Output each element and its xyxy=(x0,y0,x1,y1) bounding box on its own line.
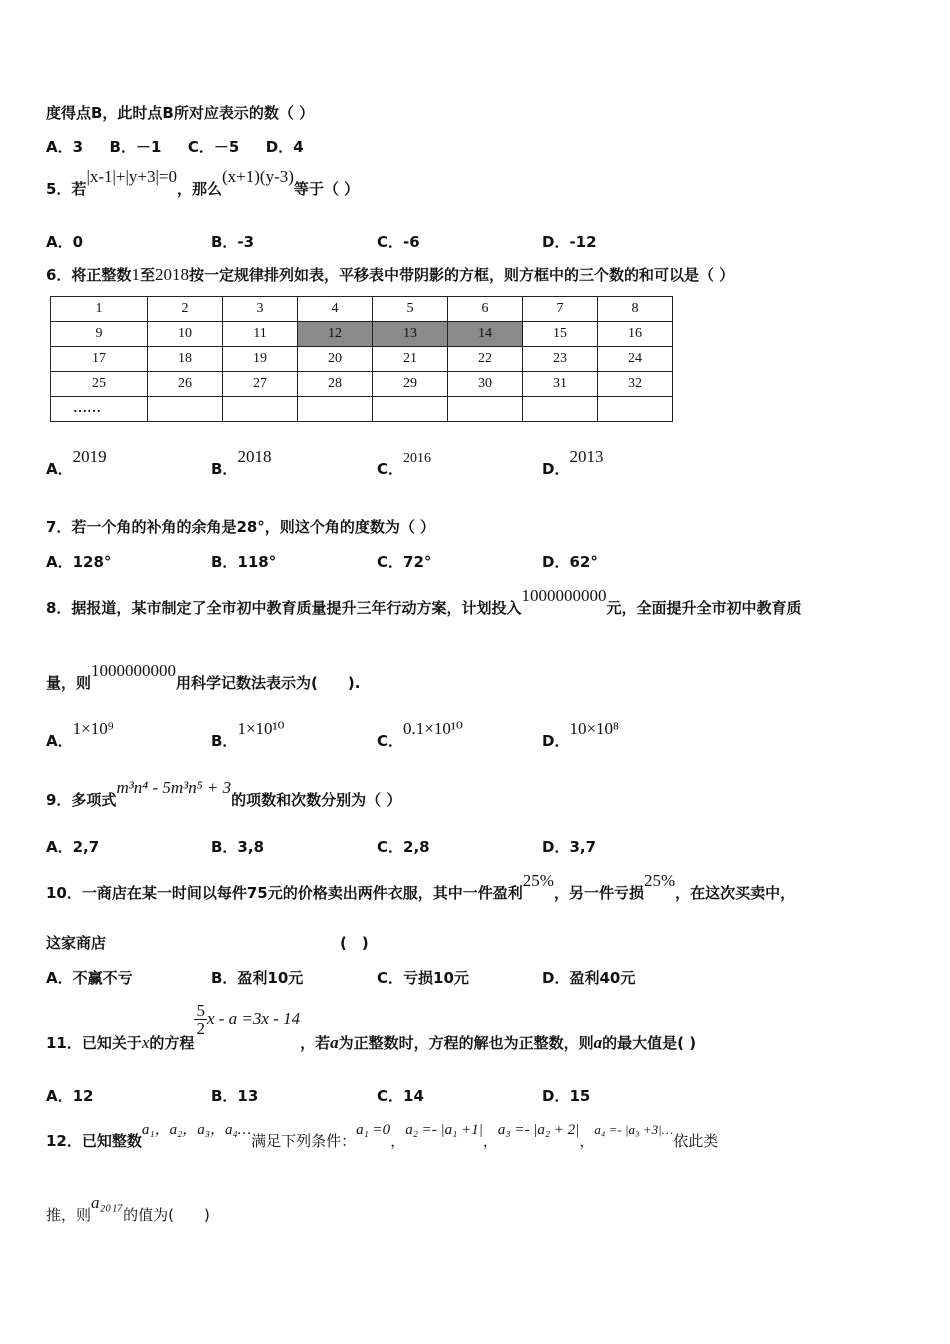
table-cell: 18 xyxy=(148,347,223,372)
q6-text-a: 6．将正整数 xyxy=(46,266,132,284)
q6-option-d: D．2013 xyxy=(542,447,604,478)
q8-value-d: 10×10⁸ xyxy=(569,719,619,738)
table-cell: 12 xyxy=(298,322,373,347)
q11-text-d: 为正整数时，方程的解也为正整数，则 xyxy=(338,1034,594,1052)
q8-option-d: D．10×10⁸ xyxy=(542,719,619,750)
q10-paren: ( ) xyxy=(340,934,369,952)
q6-text-b: 至 xyxy=(139,266,155,284)
number-table xyxy=(50,296,673,422)
table-cell: 1 xyxy=(51,297,148,322)
table-cell: 15 xyxy=(523,322,598,347)
q8-text-c: 量，则 xyxy=(46,674,92,692)
table-cell: 3 xyxy=(223,297,298,322)
table-cell: 31 xyxy=(523,372,598,397)
q5-end: 等于（ ） xyxy=(293,180,360,198)
table-cell: 19 xyxy=(223,347,298,372)
q11-question xyxy=(46,1001,697,1052)
table-row xyxy=(51,372,673,397)
q11-var-a: a xyxy=(330,1033,339,1052)
q4-options xyxy=(46,136,304,157)
table-cell: 5 xyxy=(373,297,448,322)
q4-option-d: D．4 xyxy=(265,138,304,156)
q4-option-c: C．－5 xyxy=(187,138,240,156)
q11-var-a-2: a xyxy=(593,1033,603,1052)
q9-expr: m³n⁴ - 5m³n⁵ + 3 xyxy=(116,778,232,797)
table-cell: 32 xyxy=(598,372,673,397)
q12-text-a: 12．已知整数 xyxy=(46,1132,142,1150)
q8-option-b: B．1×10¹⁰ xyxy=(211,719,285,750)
q11-text-c: ，若 xyxy=(300,1034,331,1052)
q6-option-a: A．2019 xyxy=(46,447,107,478)
q12-text-e: 的值为( ) xyxy=(123,1206,210,1224)
table-cell: 26 xyxy=(148,372,223,397)
q11-fraction: $\frac{5}{2}$ xyxy=(196,1001,205,1038)
q8-amount: 1000000000 xyxy=(521,586,607,605)
q10-profit-percent: 25% xyxy=(522,871,554,890)
q12-text-b: 满足下列条件： xyxy=(251,1132,357,1150)
q5-expr1: |x-1|+|y+3|=0 xyxy=(86,167,177,186)
q10-option-c: C．亏损10元 xyxy=(377,969,469,987)
table-cell: 25 xyxy=(51,372,148,397)
q6-question xyxy=(46,264,734,285)
q6-n2: 2018 xyxy=(154,265,189,284)
q7-option-c: C．72° xyxy=(377,553,432,571)
q10-text-a: 10．一商店在某一时间以每件75元的价格卖出两件衣服，其中一件盈利 xyxy=(46,884,523,902)
q7-option-a: A．128° xyxy=(46,553,112,571)
q6-value-a: 2019 xyxy=(72,447,107,466)
q10-text-c: ，在这次买卖中， xyxy=(675,884,796,902)
q12-line2 xyxy=(46,1193,210,1225)
q6-option-b: B．2018 xyxy=(211,447,272,478)
q8-text-d: 用科学记数法表示为( ). xyxy=(176,674,361,692)
q8-text-a: 8．据报道，某市制定了全市初中教育质量提升三年行动方案，计划投入 xyxy=(46,599,522,617)
q5-option-c: C．-6 xyxy=(377,233,420,251)
table-cell: 14 xyxy=(448,322,523,347)
q12-cond-4: a₄ =- |a₃ +3|… xyxy=(594,1122,674,1137)
q8-option-c: C．0.1×10¹⁰ xyxy=(377,719,463,750)
table-cell: 6 xyxy=(448,297,523,322)
q12-cond-2: a₂ =- |a₁ +1| xyxy=(405,1122,483,1138)
table-cell xyxy=(523,397,598,422)
q7-question: 7．若一个角的补角的余角是28°，则这个角的度数为（ ） xyxy=(46,518,436,536)
table-cell: 2 xyxy=(148,297,223,322)
q8-line2 xyxy=(46,661,361,693)
q4-tail: 度得点B，此时点B所对应表示的数（ ） xyxy=(46,104,315,122)
q6-value-d: 2013 xyxy=(569,447,604,466)
q11-option-d: D．15 xyxy=(542,1087,591,1105)
q12-cond-3: a₃ =- |a₂ + 2| xyxy=(497,1122,580,1138)
q11-option-c: C．14 xyxy=(377,1087,424,1105)
q9-option-b: B．3,8 xyxy=(211,838,265,856)
table-cell: 23 xyxy=(523,347,598,372)
q11-text-a: 11．已知关于 xyxy=(46,1034,142,1052)
table-cell: …… xyxy=(51,397,148,422)
q4-option-a: A．3 xyxy=(46,138,84,156)
q11-equation: x - a =3x - 14 xyxy=(206,1009,301,1028)
q5-option-d: D．-12 xyxy=(542,233,597,251)
q8-value-b: 1×10¹⁰ xyxy=(237,719,285,738)
q8-value-a: 1×10⁹ xyxy=(72,719,114,738)
q8-text-b: 元，全面提升全市初中教育质 xyxy=(606,599,802,617)
q9-option-a: A．2,7 xyxy=(46,838,100,856)
q7-option-b: B．118° xyxy=(211,553,277,571)
table-cell: 11 xyxy=(223,322,298,347)
q8-line1 xyxy=(46,586,802,618)
q4-option-b: B．－1 xyxy=(109,138,162,156)
table-cell: 24 xyxy=(598,347,673,372)
q11-option-b: B．13 xyxy=(211,1087,259,1105)
q6-value-b: 2018 xyxy=(237,447,272,466)
q11-text-e: 的最大值是( ) xyxy=(602,1034,697,1052)
q12-sequence: a₁，a₂，a₃，a₄… xyxy=(141,1122,252,1138)
q12-line1: 12．已知整数a₁，a₂，a₃，a₄…满足下列条件：a₁ =0，a₂ =- |a₁ +1|，a₃ =- |a₂ + 2|，a₄ =- |a₃ +3|…依此类 xyxy=(46,1122,719,1150)
table-cell: 7 xyxy=(523,297,598,322)
table-cell xyxy=(373,397,448,422)
q5-question xyxy=(46,167,360,199)
table-row xyxy=(51,397,673,422)
q6-text-c: 按一定规律排列如表，平移表中带阴影的方框，则方框中的三个数的和可以是（ ） xyxy=(188,266,735,284)
table-cell: 9 xyxy=(51,322,148,347)
table-cell xyxy=(598,397,673,422)
q10-loss-percent: 25% xyxy=(643,871,676,890)
q10-line2 xyxy=(46,932,106,953)
table-cell: 10 xyxy=(148,322,223,347)
table-cell: 16 xyxy=(598,322,673,347)
q10-option-d: D．盈利40元 xyxy=(542,969,636,987)
table-cell xyxy=(148,397,223,422)
table-row xyxy=(51,322,673,347)
table-cell: 13 xyxy=(373,322,448,347)
table-row xyxy=(51,297,673,322)
table-cell: 29 xyxy=(373,372,448,397)
q5-option-a: A．0 xyxy=(46,233,84,251)
q7-option-d: D．62° xyxy=(542,553,598,571)
q12-text-c: 依此类 xyxy=(673,1132,719,1150)
table-row xyxy=(51,347,673,372)
q6-option-c: C．2016 xyxy=(377,451,432,478)
q11-var-x: x xyxy=(141,1033,150,1052)
table-cell: 20 xyxy=(298,347,373,372)
q9-option-c: C．2,8 xyxy=(377,838,430,856)
table-cell: 28 xyxy=(298,372,373,397)
table-cell: 21 xyxy=(373,347,448,372)
q6-value-c: 2016 xyxy=(403,451,432,466)
table-cell xyxy=(448,397,523,422)
table-cell: 22 xyxy=(448,347,523,372)
q11-option-a: A．12 xyxy=(46,1087,94,1105)
q8-amount-2: 1000000000 xyxy=(91,661,177,680)
q5-mid: ，那么 xyxy=(176,180,222,198)
q5-number: 5．若 xyxy=(46,180,87,198)
q5-option-b: B．-3 xyxy=(211,233,255,251)
table-cell: 17 xyxy=(51,347,148,372)
q12-target: a₂₀₁₇ xyxy=(91,1193,124,1212)
q11-text-b: 的方程 xyxy=(149,1034,195,1052)
table-cell xyxy=(223,397,298,422)
q9-number: 9．多项式 xyxy=(46,791,117,809)
q12-cond-1: a₁ =0 xyxy=(356,1122,391,1138)
table-cell: 27 xyxy=(223,372,298,397)
table-cell xyxy=(298,397,373,422)
table-cell: 4 xyxy=(298,297,373,322)
q10-text-b: ，另一件亏损 xyxy=(553,884,644,902)
q10-text-d: 这家商店 xyxy=(46,934,107,952)
q9-end: 的项数和次数分别为（ ） xyxy=(231,791,402,809)
q9-question xyxy=(46,778,402,810)
q9-option-d: D．3,7 xyxy=(542,838,597,856)
q12-text-d: 推，则 xyxy=(46,1206,92,1224)
q10-option-b: B．盈利10元 xyxy=(211,969,304,987)
q10-option-a: A．不赢不亏 xyxy=(46,969,133,987)
table-cell: 30 xyxy=(448,372,523,397)
q5-expr2: (x+1)(y-3) xyxy=(222,167,294,186)
q10-line1 xyxy=(46,871,796,903)
table-cell: 8 xyxy=(598,297,673,322)
q6-n1: 1 xyxy=(131,265,140,284)
q8-value-c: 0.1×10¹⁰ xyxy=(403,719,463,738)
q8-option-a: A．1×10⁹ xyxy=(46,719,114,750)
